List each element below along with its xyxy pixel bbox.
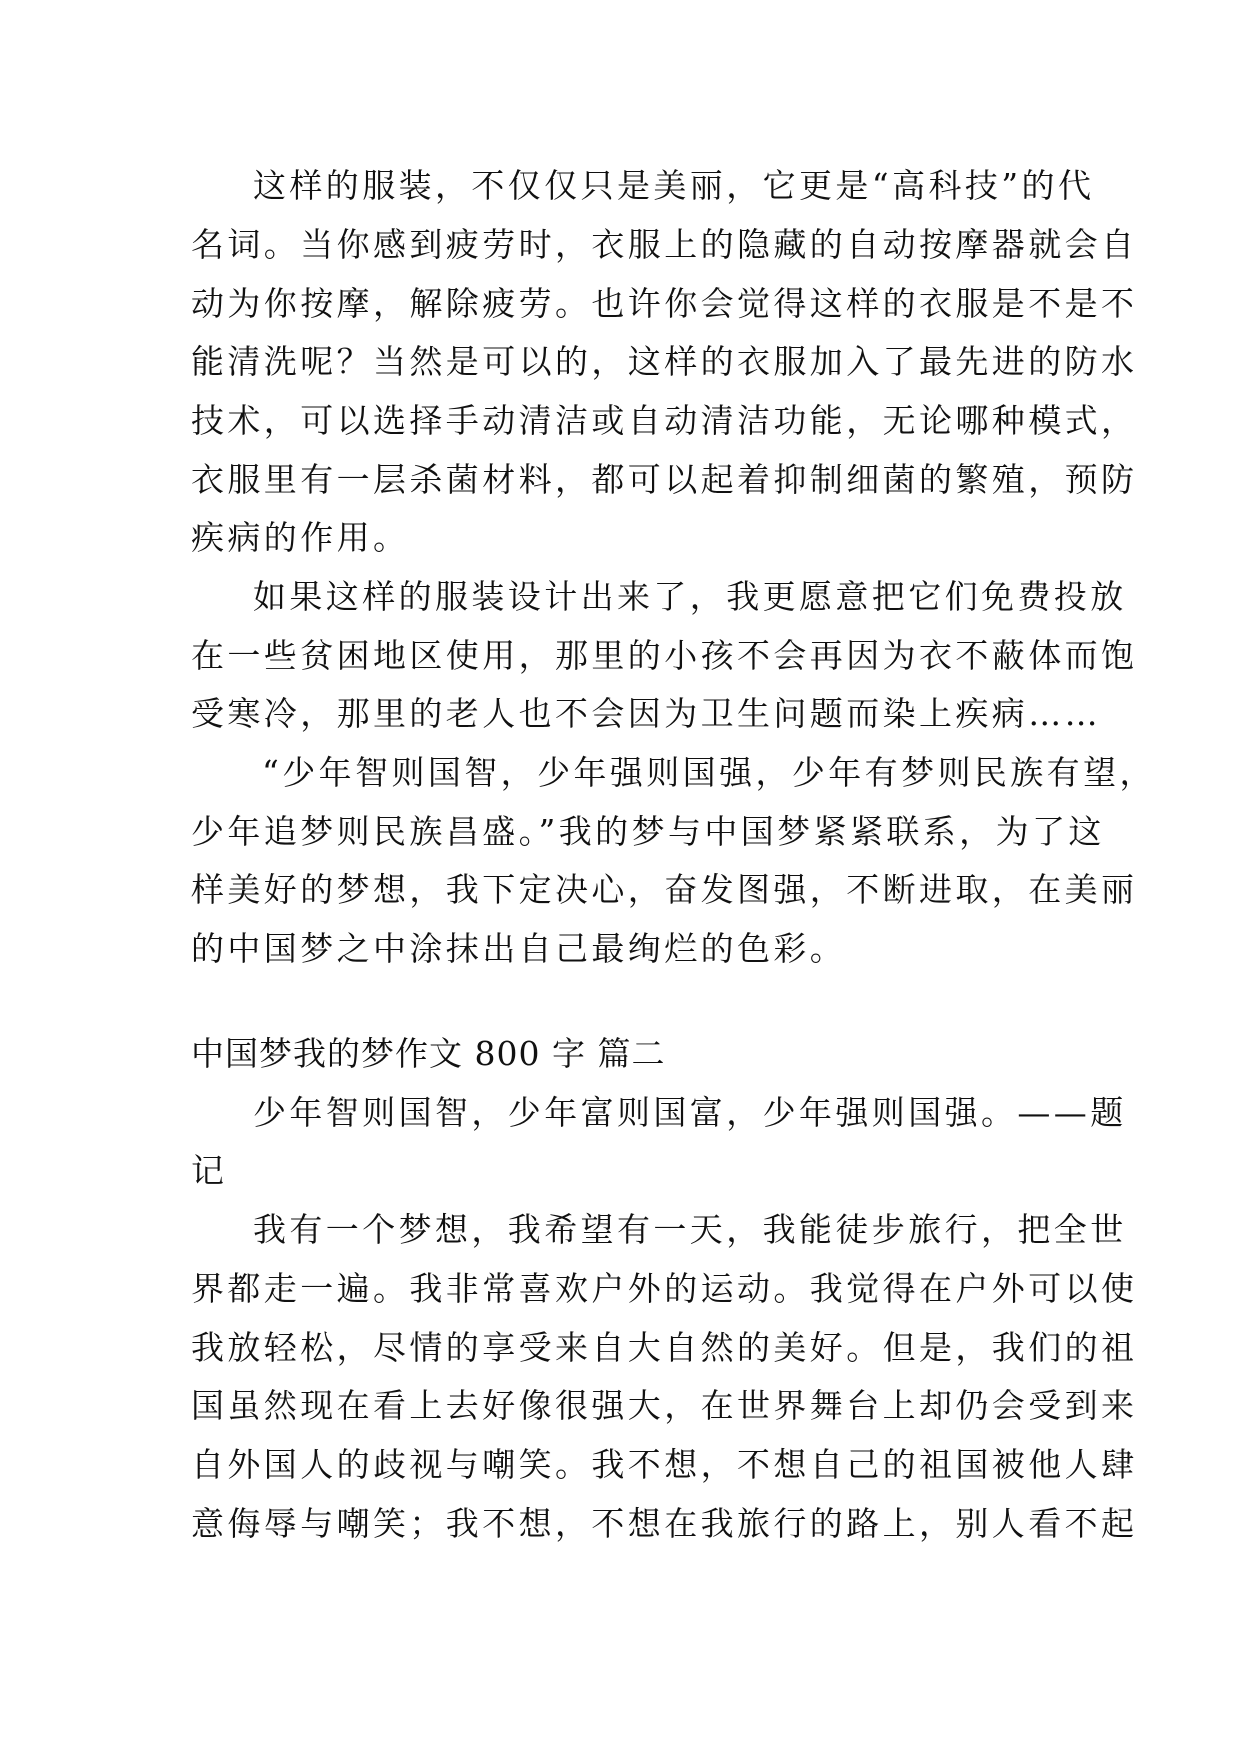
section-heading: 中国梦我的梦作文 800 字 篇二 (191, 1034, 666, 1073)
paragraph-3-line-1: “少年智则国智，少年强则国强，少年有梦则民族有望， (262, 753, 1156, 792)
paragraph-1-line-1: 这样的服装，不仅仅只是美丽，它更是“高科技”的代 (253, 166, 1095, 205)
paragraph-1-line-4: 能清洗呢？当然是可以的，这样的衣服加入了最先进的防水 (191, 342, 1138, 381)
paragraph-4-line-4: 国虽然现在看上去好像很强大，在世界舞台上却仍会受到来 (191, 1386, 1138, 1425)
epigraph-line-2: 记 (191, 1151, 228, 1190)
paragraph-1-line-2: 名词。当你感到疲劳时，衣服上的隐藏的自动按摩器就会自 (191, 225, 1138, 264)
paragraph-4-line-3: 我放轻松，尽情的享受来自大自然的美好。但是，我们的祖 (191, 1328, 1138, 1367)
paragraph-1-line-6: 衣服里有一层杀菌材料，都可以起着抑制细菌的繁殖，预防 (191, 460, 1138, 499)
paragraph-4-line-2: 界都走一遍。我非常喜欢户外的运动。我觉得在户外可以使 (191, 1269, 1138, 1308)
paragraph-2-line-2: 在一些贫困地区使用，那里的小孩不会再因为衣不蔽体而饱 (191, 636, 1138, 675)
paragraph-2-line-1: 如果这样的服装设计出来了，我更愿意把它们免费投放 (253, 577, 1127, 616)
paragraph-4-line-5: 自外国人的歧视与嘲笑。我不想，不想自己的祖国被他人肆 (191, 1445, 1138, 1484)
paragraph-3-line-3: 样美好的梦想，我下定决心，奋发图强，不断进取，在美丽 (191, 870, 1138, 909)
paragraph-1-line-7: 疾病的作用。 (191, 518, 410, 557)
paragraph-4-line-6: 意侮辱与嘲笑；我不想，不想在我旅行的路上，别人看不起 (191, 1504, 1138, 1543)
paragraph-1-line-5: 技术，可以选择手动清洁或自动清洁功能，无论哪种模式， (191, 401, 1138, 440)
epigraph-line-1: 少年智则国智，少年富则国富，少年强则国强。——题 (253, 1093, 1127, 1132)
paragraph-2-line-3: 受寒冷，那里的老人也不会因为卫生问题而染上疾病…… (191, 694, 1101, 733)
paragraph-1-line-3: 动为你按摩，解除疲劳。也许你会觉得这样的衣服是不是不 (191, 284, 1138, 323)
paragraph-3-line-4: 的中国梦之中涂抹出自己最绚烂的色彩。 (191, 929, 847, 968)
paragraph-3-line-2: 少年追梦则民族昌盛。”我的梦与中国梦紧紧联系，为了这 (191, 812, 1105, 851)
paragraph-4-line-1: 我有一个梦想，我希望有一天，我能徒步旅行，把全世 (253, 1210, 1127, 1249)
